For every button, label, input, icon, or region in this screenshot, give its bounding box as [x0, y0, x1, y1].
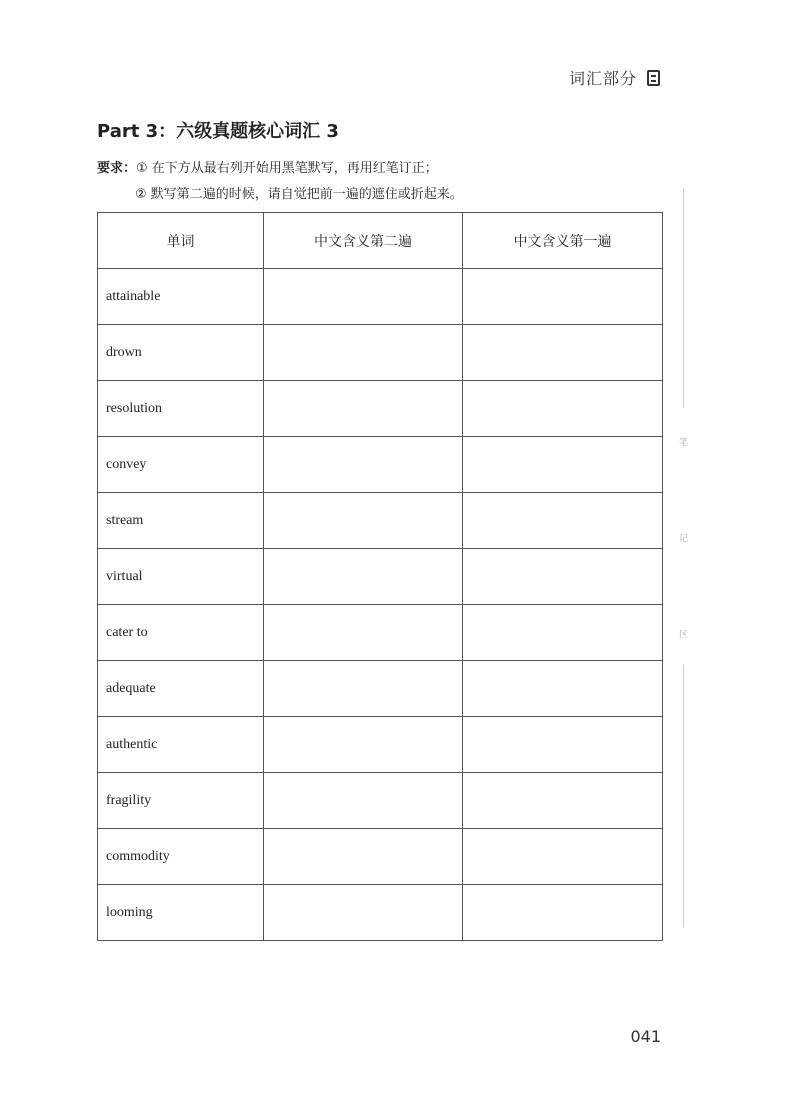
word-cell: looming: [98, 885, 264, 941]
meaning-first-cell[interactable]: [463, 605, 663, 661]
meaning-second-cell[interactable]: [264, 661, 463, 717]
meaning-first-cell[interactable]: [463, 381, 663, 437]
notes-char-3: 区: [678, 630, 688, 640]
meaning-second-cell[interactable]: [264, 885, 463, 941]
word-cell: adequate: [98, 661, 264, 717]
meaning-first-cell[interactable]: [463, 885, 663, 941]
table-row: [98, 493, 663, 549]
meaning-second-cell[interactable]: [264, 381, 463, 437]
meaning-second-cell[interactable]: [264, 437, 463, 493]
meaning-first-cell[interactable]: [463, 437, 663, 493]
notes-divider-bottom: [683, 665, 684, 927]
header-meaning-second: 中文含义第二遍: [264, 213, 463, 269]
table-row: [98, 549, 663, 605]
table-row: [98, 885, 663, 941]
meaning-second-cell[interactable]: [264, 773, 463, 829]
requirement-line-1: [97, 156, 463, 182]
meaning-second-cell[interactable]: [264, 549, 463, 605]
notes-char-1: 笔: [678, 438, 688, 448]
table-row: [98, 325, 663, 381]
meaning-first-cell[interactable]: [463, 325, 663, 381]
notes-divider-top: [683, 188, 684, 408]
meaning-second-cell[interactable]: [264, 325, 463, 381]
word-cell: convey: [98, 437, 264, 493]
header-word: 单词: [98, 213, 264, 269]
notes-char-2: 记: [678, 534, 688, 544]
page-title: Part 3：六级真题核心词汇 3: [97, 121, 339, 142]
meaning-second-cell[interactable]: [264, 829, 463, 885]
table-row: [98, 269, 663, 325]
meaning-first-cell[interactable]: [463, 773, 663, 829]
meaning-first-cell[interactable]: [463, 493, 663, 549]
word-cell: fragility: [98, 773, 264, 829]
requirements: [97, 156, 463, 208]
header-meaning-first: 中文含义第一遍: [463, 213, 663, 269]
requirement-line-2: ② 默写第二遍的时候，请自觉把前一遍的遮住或折起来。: [135, 187, 463, 202]
requirements-label: 要求：: [97, 161, 137, 176]
meaning-second-cell[interactable]: [264, 717, 463, 773]
meaning-first-cell[interactable]: [463, 829, 663, 885]
meaning-second-cell[interactable]: [264, 493, 463, 549]
page-number: 041: [630, 1027, 661, 1046]
meaning-first-cell[interactable]: [463, 269, 663, 325]
book-icon: [647, 70, 660, 86]
table-row: [98, 381, 663, 437]
meaning-first-cell[interactable]: [463, 549, 663, 605]
table-row: [98, 437, 663, 493]
word-cell: virtual: [98, 549, 264, 605]
requirement-text-1: ① 在下方从最右列开始用黑笔默写，再用红笔订正；: [136, 161, 438, 176]
word-cell: drown: [98, 325, 264, 381]
page-header: [569, 66, 660, 89]
word-cell: stream: [98, 493, 264, 549]
meaning-second-cell[interactable]: [264, 605, 463, 661]
vocab-table: [97, 212, 663, 941]
table-row: [98, 773, 663, 829]
word-cell: commodity: [98, 829, 264, 885]
section-title: 词汇部分: [568, 69, 637, 88]
word-cell: attainable: [98, 269, 264, 325]
word-cell: cater to: [98, 605, 264, 661]
table-row: [98, 829, 663, 885]
table-row: [98, 605, 663, 661]
table-row: [98, 717, 663, 773]
meaning-first-cell[interactable]: [463, 717, 663, 773]
table-row: [98, 661, 663, 717]
table-header-row: [98, 213, 663, 269]
word-cell: authentic: [98, 717, 264, 773]
meaning-second-cell[interactable]: [264, 269, 463, 325]
word-cell: resolution: [98, 381, 264, 437]
meaning-first-cell[interactable]: [463, 661, 663, 717]
